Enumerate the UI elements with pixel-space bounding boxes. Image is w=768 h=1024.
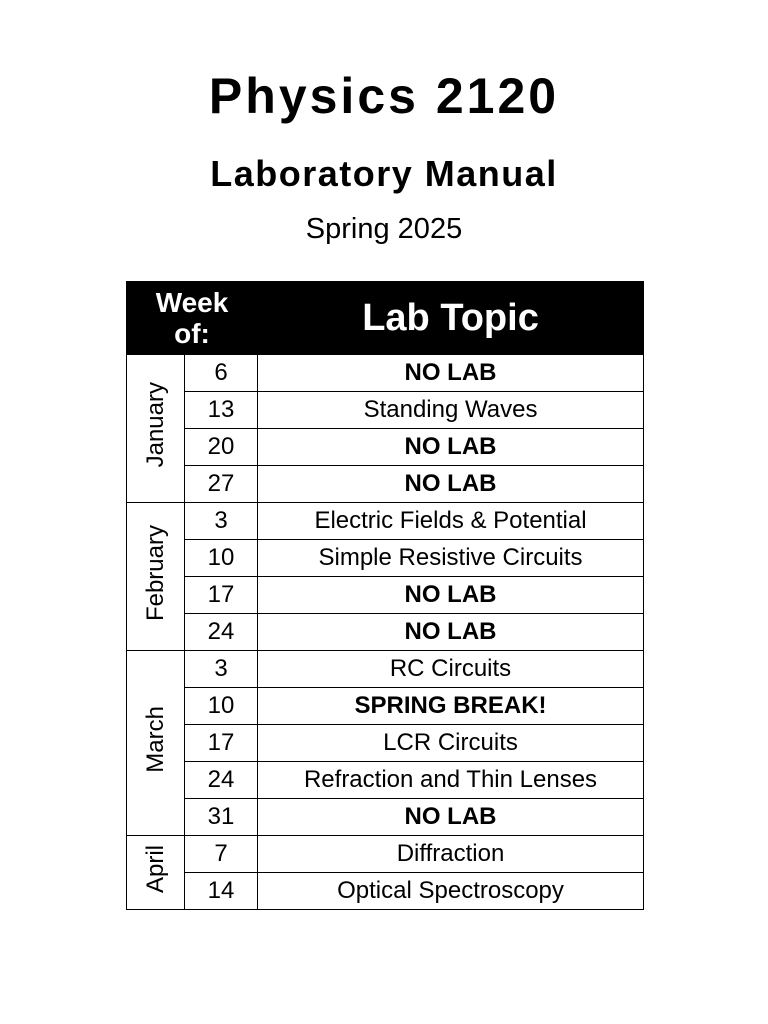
lab-topic-cell: SPRING BREAK! — [258, 688, 644, 725]
table-row — [127, 503, 644, 540]
week-day-cell: 14 — [185, 873, 258, 910]
table-row — [127, 614, 644, 651]
table-row — [127, 799, 644, 836]
week-day-cell: 10 — [185, 540, 258, 577]
table-row — [127, 873, 644, 910]
week-day-cell: 10 — [185, 688, 258, 725]
topic-column-header: Lab Topic — [258, 282, 644, 355]
table-header-row — [127, 282, 644, 355]
table-row — [127, 355, 644, 392]
week-column-header: Week of: — [127, 282, 258, 355]
month-cell — [127, 836, 185, 910]
week-day-cell: 3 — [185, 651, 258, 688]
week-day-cell: 17 — [185, 577, 258, 614]
lab-topic-cell: Optical Spectroscopy — [258, 873, 644, 910]
week-day-cell: 17 — [185, 725, 258, 762]
week-day-cell: 3 — [185, 503, 258, 540]
month-cell — [127, 355, 185, 503]
lab-topic-cell: Standing Waves — [258, 392, 644, 429]
lab-topic-cell: LCR Circuits — [258, 725, 644, 762]
page-subtitle: Laboratory Manual — [210, 153, 558, 194]
table-row — [127, 466, 644, 503]
week-day-cell: 27 — [185, 466, 258, 503]
table-row — [127, 762, 644, 799]
week-day-cell: 6 — [185, 355, 258, 392]
table-row — [127, 725, 644, 762]
lab-topic-cell: Simple Resistive Circuits — [258, 540, 644, 577]
month-label: April — [141, 844, 169, 893]
lab-topic-cell: NO LAB — [258, 466, 644, 503]
table-row — [127, 429, 644, 466]
week-day-cell: 24 — [185, 762, 258, 799]
table-row — [127, 392, 644, 429]
table-row — [127, 688, 644, 725]
month-cell — [127, 503, 185, 651]
month-label: March — [141, 706, 169, 773]
table-row — [127, 577, 644, 614]
week-day-cell: 13 — [185, 392, 258, 429]
week-day-cell: 20 — [185, 429, 258, 466]
page-title: Physics 2120 — [208, 68, 560, 124]
month-cell — [127, 651, 185, 836]
lab-topic-cell: Refraction and Thin Lenses — [258, 762, 644, 799]
lab-topic-cell: Electric Fields & Potential — [258, 503, 644, 540]
lab-topic-cell: NO LAB — [258, 614, 644, 651]
term-label: Spring 2025 — [305, 213, 463, 245]
week-day-cell: 7 — [185, 836, 258, 873]
lab-topic-cell: NO LAB — [258, 355, 644, 392]
lab-topic-cell: Diffraction — [258, 836, 644, 873]
table-row — [127, 540, 644, 577]
table-row — [127, 651, 644, 688]
lab-topic-cell: NO LAB — [258, 429, 644, 466]
week-day-cell: 24 — [185, 614, 258, 651]
lab-topic-cell: RC Circuits — [258, 651, 644, 688]
month-label: January — [141, 382, 169, 468]
month-label: February — [141, 524, 169, 622]
schedule-body — [127, 355, 644, 910]
week-day-cell: 31 — [185, 799, 258, 836]
lab-schedule-table — [126, 281, 644, 910]
lab-topic-cell: NO LAB — [258, 799, 644, 836]
table-row — [127, 836, 644, 873]
lab-topic-cell: NO LAB — [258, 577, 644, 614]
